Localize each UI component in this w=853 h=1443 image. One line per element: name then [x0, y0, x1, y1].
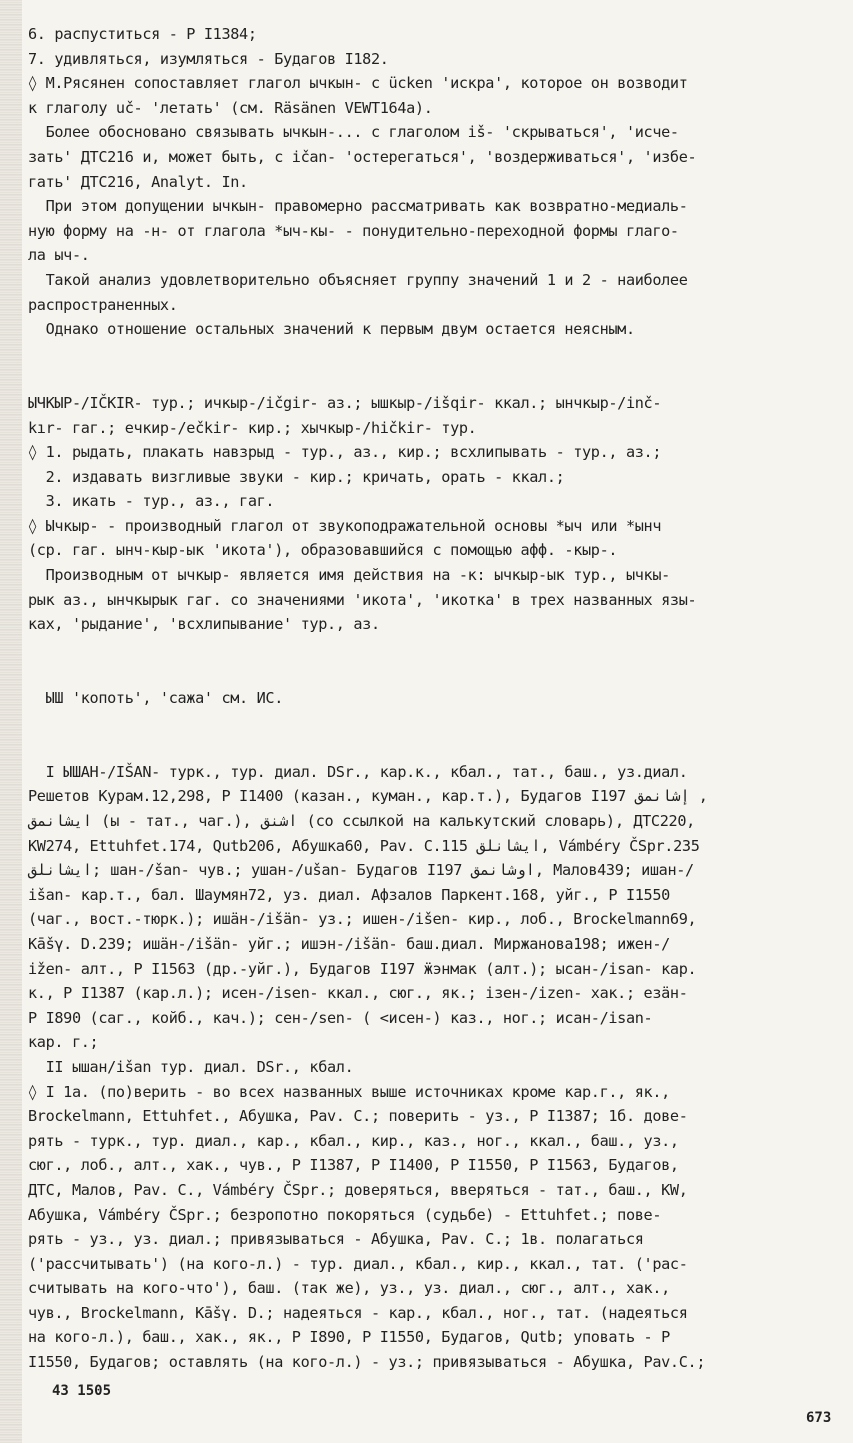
text-line: гать' ДТС216, Analyt. In.	[28, 172, 248, 191]
text-line: ižen- алт., P I1563 (др.-уйг.), Будагов I197 ӝэнмак (алт.); ысан-/isan- кар.	[28, 959, 697, 978]
text-line	[28, 366, 834, 391]
text-line	[28, 342, 834, 367]
text-line: чув., Brockelmann, Kāšγ. D.; надеяться - кар., кбал., ног., тат. (надеяться	[28, 1303, 688, 1322]
scan-edge-shading	[0, 0, 22, 1443]
text-line: Однако отношение остальных значений к первым двум остается неясным.	[28, 320, 635, 339]
text-line: ايشانلق; шан-/šan- чув.; ушан-/ušan- Будагов I197 اوشانمق, Малов439; ишан-/	[28, 861, 694, 880]
text-line: При этом допущении ычкын- правомерно рассматривать как возвратно-медиаль-	[28, 197, 688, 216]
text-line: распространенных.	[28, 295, 178, 314]
text-line: кар. г.;	[28, 1033, 99, 1052]
text-line: ла ыч-.	[28, 246, 90, 265]
page-number: 673	[806, 1410, 832, 1426]
text-line: Решетов Курам.12,298, P I1400 (казан., куман., кар.т.), Будагов I197 ‎إشانمق ,	[28, 787, 708, 806]
text-line: 7. удивляться, изумляться - Будагов I182.	[28, 49, 389, 68]
text-line: ◊ 1. рыдать, плакать навзрыд - тур., аз., кир.; всхлипывать - тур., аз.;	[28, 443, 662, 462]
text-line: 3. икать - тур., аз., гаг.	[28, 492, 275, 511]
printer-signature: 43 1505	[52, 1383, 112, 1399]
text-line: ('рассчитывать') (на кого-л.) - тур. диал., кбал., кир., ккал., тат. ('рас-	[28, 1254, 688, 1273]
text-line: Brockelmann, Ettuhfet., Абушка, Pav. C.; поверить - уз., P I1387; 1б. дове-	[28, 1107, 688, 1126]
text-line: ную форму на -н- от глагола *ыч-кы- - понудительно-переходной формы глаго-	[28, 221, 679, 240]
text-line: KW274, Ettuhfet.174, Qutb206, Абушка60, Pav. C.115 ايشانلق, Vámbéry ČSpr.235	[28, 836, 700, 855]
text-line: Kāšγ. D.239; ишӓн-/išän- уйг.; ишэн-/išän- баш.диал. Миржанова198; ижен-/	[28, 934, 670, 953]
text-line: (ср. гаг. ынч-кыр-ык 'икота'), образовавшийся с помощью афф. -кыр-.	[28, 541, 618, 560]
dictionary-text-block	[28, 22, 834, 1375]
text-line: išan- кар.т., бал. Шаумян72, уз. диал. Афзалов Паркент.168, уйг., P I1550	[28, 885, 670, 904]
text-line: рять - уз., уз. диал.; привязываться - Абушка, Pav. C.; 1в. полагаться	[28, 1230, 644, 1249]
text-line	[28, 711, 834, 736]
text-line: к глаголу uč- 'летать' (см. Räsänen VEWT164a).	[28, 98, 433, 117]
text-line: рять - турк., тур. диал., кар., кбал., кир., каз., ног., ккал., баш., уз.,	[28, 1131, 679, 1150]
text-line: ках, 'рыдание', 'всхлипывание' тур., аз.	[28, 615, 380, 634]
text-line: I1550, Будагов; оставлять (на кого-л.) - уз.; привязываться - Абушка, Pav.C.;	[28, 1353, 706, 1372]
text-line: рык аз., ынчкырык гаг. со значениями 'икота', 'икотка' в трех названных язы-	[28, 590, 697, 609]
text-line: I ЫШАН-/IŠAN- турк., тур. диал. DSr., кар.к., кбал., тат., баш., уз.диал.	[28, 762, 688, 781]
text-line: ◊ I 1а. (по)верить - во всех названных выше источниках кроме кар.г., як.,	[28, 1082, 670, 1101]
text-line: II ышан/išan тур. диал. DSr., кбал.	[28, 1057, 354, 1076]
text-line: (чаг., вост.-тюрк.); ишӓн-/išän- уз.; ишен-/išen- кир., лоб., Brockelmann69,	[28, 910, 697, 929]
text-line: сюг., лоб., алт., хак., чув., P I1387, P I1400, P I1550, P I1563, Будагов,	[28, 1156, 679, 1175]
text-line: ЫШ 'копоть', 'сажа' см. ИС.	[28, 689, 284, 708]
text-line: P I890 (саг., койб., кач.); сен-/sen- ( <исен-) каз., ног.; исан-/isan-	[28, 1008, 653, 1027]
text-line: ◊ Ычкыр- - производный глагол от звукоподражательной основы *ыч или *ынч	[28, 516, 662, 535]
text-line	[28, 735, 834, 760]
text-line: 2. издавать визгливые звуки - кир.; кричать, орать - ккал.;	[28, 467, 565, 486]
text-line: ايشانمق (ы - тат., чаг.), اشنق (со ссылкой на калькутский словарь), ДТС220,	[28, 812, 695, 830]
text-line: Такой анализ удовлетворительно объясняет группу значений 1 и 2 - наиболее	[28, 270, 688, 289]
text-line: 6. распуститься - P I1384;	[28, 25, 257, 43]
text-line: к., P I1387 (кар.л.); исен-/isen- ккал., сюг., як.; ізен-/izen- хак.; езӓн-	[28, 984, 688, 1003]
text-line: Производным от ычкыр- является имя действия на -к: ычкыр-ык тур., ычкы-	[28, 566, 670, 585]
text-line	[28, 661, 834, 686]
text-line: Более обосновано связывать ычкын-... с глаголом iš- 'скрываться', 'исче-	[28, 123, 679, 142]
text-line: ◊ М.Рясянен сопоставляет глагол ычкын- с ücken 'искра', которое он возводит	[28, 74, 688, 93]
text-line: kır- гаг.; ечкир-/ečkir- кир.; хычкыр-/hičkir- тур.	[28, 418, 477, 437]
text-line	[28, 637, 834, 662]
text-line: на кого-л.), баш., хак., як., P I890, P I1550, Будагов, Qutb; уповать - P	[28, 1328, 670, 1347]
text-line: считывать на кого-что'), баш. (так же), уз., уз. диал., сюг., алт., хак.,	[28, 1279, 670, 1298]
text-line: ДТС, Малов, Pav. C., Vámbéry ČSpr.; доверяться, вверяться - тат., баш., KW,	[28, 1180, 688, 1199]
text-line: ЫЧКЫР-/IČKIR- тур.; ичкыр-/ičgir- аз.; ышкыр-/išqir- ккал.; ынчкыр-/inč-	[28, 393, 662, 412]
text-line: Абушка, Vámbéry ČSpr.; безропотно покоряться (судьбе) - Ettuhfet.; пове-	[28, 1205, 662, 1224]
text-line: зать' ДТС216 и, может быть, с ičan- 'остерегаться', 'воздерживаться', 'избе-	[28, 147, 697, 166]
